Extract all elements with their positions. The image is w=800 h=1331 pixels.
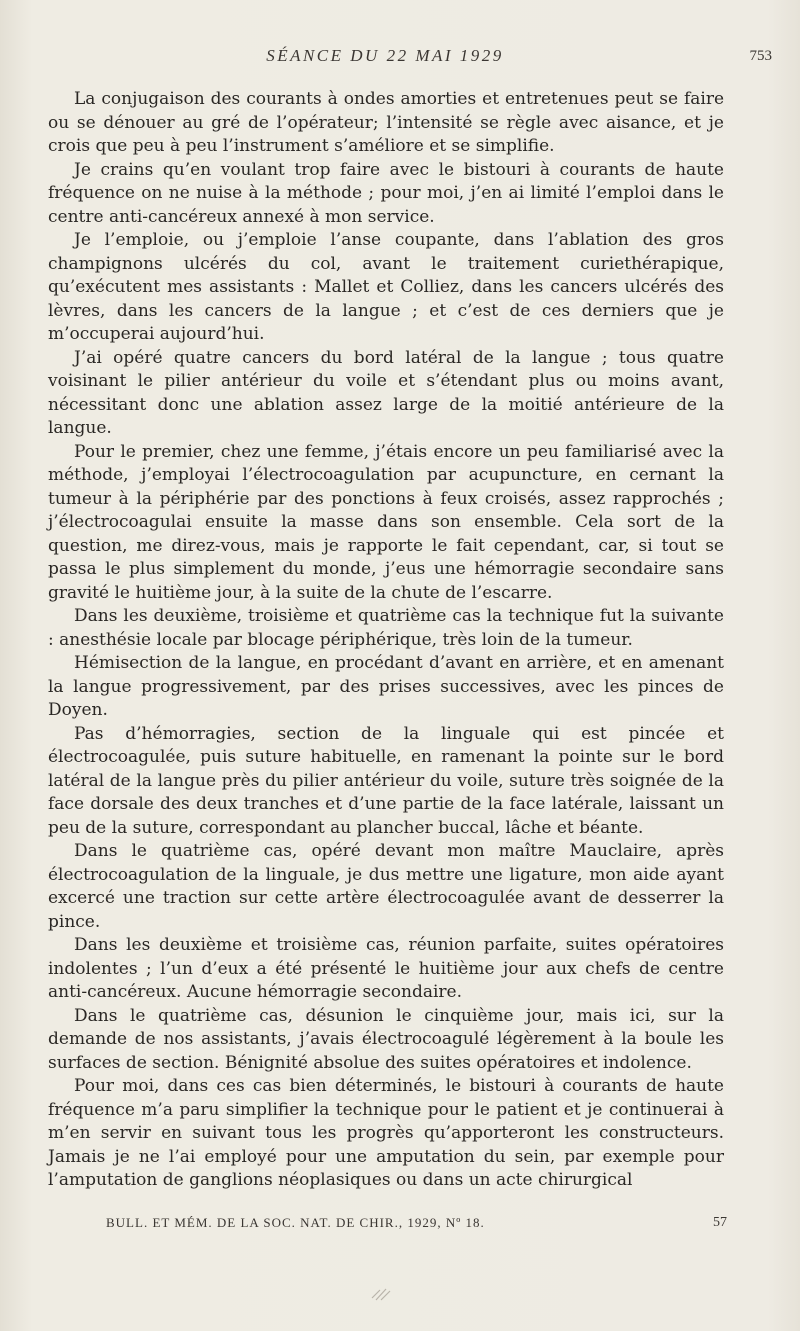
paragraph-5: Pour le premier, chez une femme, j’étais encore un peu familiarisé avec la méthode, j’employai l’électrocoagulation par acupuncture, en cernant la tumeur à la périphérie par des ponctions à feux croisés, assez rapprochés ; j’électrocoagulai ensuite la masse dans son ensemble. Cela sort de la question, me direz-vous, mais je rapporte le fait cependant, car, si tout se passa le plus simplement du monde, j’eus une hémorragie secondaire sans gravité le huitième jour, à la suite de la chute de l’escarre. (48, 441, 724, 603)
paragraph-7: Hémisection de la langue, en procédant d’avant en arrière, et en amenant la langue progressivement, par des prises successives, avec les pinces de Doyen. (48, 653, 724, 720)
paragraph-10: Dans les deuxième et troisième cas, réunion parfaite, suites opératoires indolentes ; l’un d’eux a été présenté le huitième jour aux chefs de centre anti-cancéreux. Aucune hémorragie secondaire. (48, 935, 724, 1002)
footer-signature-number: 57 (713, 1215, 727, 1230)
footer-citation: BULL. ET MÉM. DE LA SOC. NAT. DE CHIR., 1929, Nº 18. (106, 1215, 485, 1230)
paragraph-2: Je crains qu’en voulant trop faire avec le bistouri à courants de haute fréquence on ne nuise à la méthode ; pour moi, j’en ai limité l’emploi dans le centre anti-cancéreux annexé à mon service. (48, 159, 724, 227)
page-header (48, 46, 772, 70)
paragraph-6: Dans les deuxième, troisième et quatrième cas la technique fut la suivante : anesthésie locale par blocage périphérique, très loin de la tumeur. (48, 606, 724, 650)
paragraph-1: La conjugaison des courants à ondes amorties et entretenues peut se faire ou se dénouer au gré de l’opérateur; l’intensité se règle avec aisance, et je crois que peu à peu l’instrument s’améliore et se simplifie. (48, 89, 724, 156)
paragraph-8: Pas d’hémorragies, section de la linguale qui est pincée et électrocoagulée, puis suture habituelle, en ramenant la pointe sur le bord latéral de la langue près du pilier antérieur du voile, suture très soignée de la face dorsale des deux tranches et d’une partie de la face latérale, laissant un peu de la suture, correspondant au plancher buccal, lâche et béante. (48, 723, 724, 838)
page-footer (48, 1215, 727, 1235)
paragraph-4: J’ai opéré quatre cancers du bord latéral de la langue ; tous quatre voisinant le pilier antérieur du voile et s’étendant plus ou moins avant, nécessitant donc une ablation assez large de la moitié antérieure de la langue. (48, 347, 724, 438)
paragraph-9: Dans le quatrième cas, opéré devant mon maître Mauclaire, après électrocoagulation de la linguale, je dus mettre une ligature, mon aide ayant excercé une traction sur cette artère électrocoagulée avant de desserrer la pince. (48, 841, 724, 932)
scan-smudge-mark (370, 1284, 394, 1302)
page-number: 753 (749, 48, 772, 64)
running-head: SÉANCE DU 22 MAI 1929 (266, 46, 504, 65)
paragraph-11: Dans le quatrième cas, désunion le cinquième jour, mais ici, sur la demande de nos assistants, j’avais électrocoagulé légèrement à la boule les surfaces de section. Bénignité absolue des suites opératoires et indolence. (48, 1005, 724, 1073)
body-text (48, 88, 724, 1193)
paragraph-12: Pour moi, dans ces cas bien déterminés, le bistouri à courants de haute fréquence m’a paru simplifier la technique pour le patient et je continuerai à m’en servir en suivant tous les progrès qu’apporteront les constructeurs. Jamais je ne l’ai employé pour une amputation du sein, par exemple pour l’amputation de ganglions néoplasiques ou dans un acte chirurgical (48, 1076, 724, 1190)
paragraph-3: Je l’emploie, ou j’emploie l’anse coupante, dans l’ablation des gros champignons ulcérés du col, avant le traitement curiethérapique, qu’exécutent mes assistants : Mallet et Colliez, dans les cancers ulcérés des lèvres, dans les cancers de la langue ; et c’est de ces derniers que je m’occuperai aujourd’hui. (48, 230, 724, 344)
